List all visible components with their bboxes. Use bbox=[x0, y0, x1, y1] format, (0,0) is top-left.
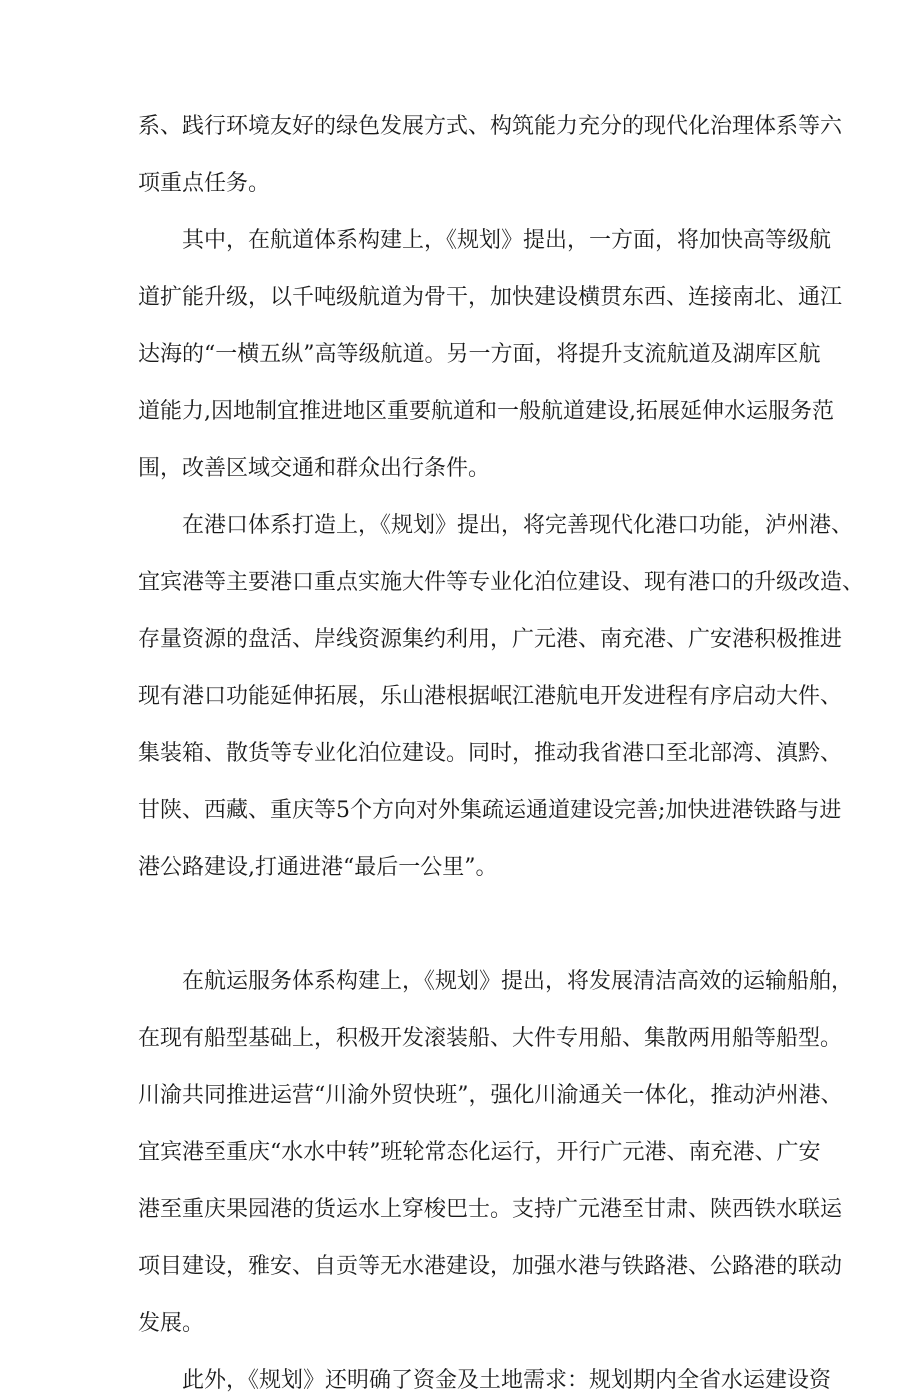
text-line: 项目建设，雅安、自贡等无水港建设，加强水港与铁路港、公路港的联动 bbox=[138, 1254, 843, 1279]
text-line: 围，改善区域交通和群众出行条件。 bbox=[138, 456, 491, 481]
text-line: 港至重庆果园港的货运水上穿梭巴士。支持广元港至甘肃、陕西铁水联运 bbox=[138, 1197, 843, 1222]
paragraph-4 bbox=[138, 967, 854, 1338]
text-line: 系、践行环境友好的绿色发展方式、构筑能力充分的现代化治理体系等六 bbox=[138, 114, 843, 139]
paragraph-5 bbox=[138, 1366, 832, 1395]
text-line: 集装箱、散货等专业化泊位建设。同时，推动我省港口至北部湾、滇黔、 bbox=[138, 741, 843, 766]
text-line: 宜宾港至重庆“水水中转”班轮常态化运行，开行广元港、南充港、广安 bbox=[138, 1140, 821, 1165]
text-line: 达海的“一横五纵”高等级航道。另一方面，将提升支流航道及湖库区航 bbox=[138, 342, 821, 367]
text-line bbox=[138, 910, 798, 939]
text-line: 道能力,因地制宜推进地区重要航道和一般航道建设,拓展延伸水运服务范 bbox=[138, 399, 834, 424]
text-line: 在港口体系打造上，《规划》提出，将完善现代化港口功能，泸州港、 bbox=[182, 513, 854, 538]
text-line: 道扩能升级，以千吨级航道为骨干，加快建设横贯东西、连接南北、通江 bbox=[138, 285, 843, 310]
text-line: 宜宾港等主要港口重点实施大件等专业化泊位建设、现有港口的升级改造、 bbox=[138, 570, 865, 595]
text-line: 在航运服务体系构建上，《规划》提出，将发展清洁高效的运输船舶， bbox=[182, 969, 854, 994]
text-line: 项重点任务。 bbox=[138, 171, 271, 196]
text-line: 甘陕、西藏、重庆等5个方向对外集疏运通道建设完善;加快进港铁路与进 bbox=[138, 798, 842, 823]
paragraph-3 bbox=[138, 511, 865, 939]
paragraph-1 bbox=[138, 112, 843, 198]
paragraph-2 bbox=[138, 226, 843, 483]
text-line: 港公路建设,打通进港“最后一公里”。 bbox=[138, 855, 498, 880]
text-line: 存量资源的盘活、岸线资源集约利用，广元港、南充港、广安港积极推进 bbox=[138, 627, 843, 652]
text-line: 此外，《规划》还明确了资金及土地需求：规划期内全省水运建设资 bbox=[182, 1368, 832, 1393]
text-line: 发展。 bbox=[138, 1311, 205, 1336]
text-line: 现有港口功能延伸拓展，乐山港根据岷江港航电开发进程有序启动大件、 bbox=[138, 684, 843, 709]
document-body bbox=[138, 112, 865, 1395]
text-line: 其中，在航道体系构建上，《规划》提出，一方面，将加快高等级航 bbox=[182, 228, 832, 253]
text-line: 在现有船型基础上，积极开发滚装船、大件专用船、集散两用船等船型。 bbox=[138, 1026, 843, 1051]
text-line: 川渝共同推进运营“川渝外贸快班”，强化川渝通关一体化，推动泸州港、 bbox=[138, 1083, 843, 1108]
